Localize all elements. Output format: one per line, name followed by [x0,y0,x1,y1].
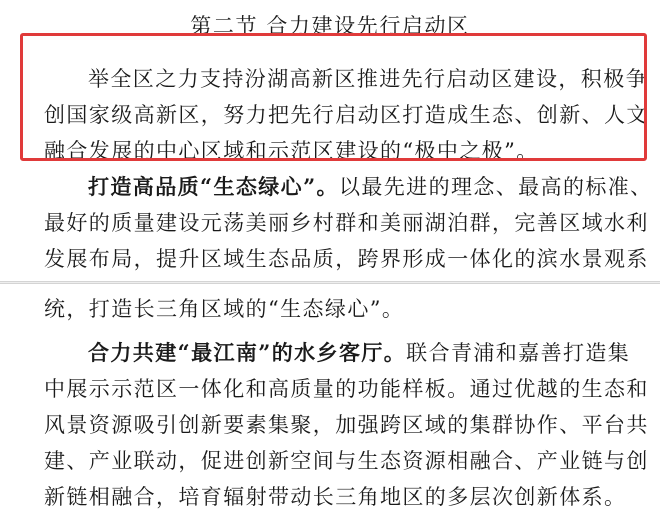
paragraph-1-line-1: 举全区之力支持汾湖高新区推进先行启动区建设，积极争 [88,67,648,91]
paragraph-3-line-1-text: 联合青浦和嘉善打造集 [406,341,631,365]
paragraph-3-line-5: 新链相融合，培育辐射带动长三角地区的多层次创新体系。 [44,485,627,509]
paragraph-3-line-2: 中展示示范区一体化和高质量的功能样板。通过优越的生态和 [44,377,649,401]
paragraph-2-line-2: 最好的质量建设元荡美丽乡村群和美丽湖泊群，完善区域水利 [44,211,649,235]
paragraph-3-line-1 [88,338,660,368]
paragraph-2-lead: 打造高品质“生态绿心”。 [88,174,339,199]
paragraph-3-lead: 合力共建“最江南”的水乡客厅。 [88,340,407,365]
document-page-bottom [0,284,660,513]
section-heading: 第二节 合力建设先行启动区 [190,14,470,38]
paragraph-2-line-1-text: 以最先进的理念、最高的标准、 [338,175,653,199]
paragraph-2-line-3: 发展布局，提升区域生态品质，跨界形成一体化的滨水景观系 [44,247,649,271]
paragraph-1-line-2: 创国家级高新区，努力把先行启动区打造成生态、创新、人文 [44,103,649,127]
paragraph-3-line-3: 风景资源吸引创新要素集聚，加强跨区域的集群协作、平台共 [44,413,649,437]
paragraph-1-line-3: 融合发展的中心区域和示范区建设的“极中之极”。 [44,139,539,163]
paragraph-2-line-4: 统，打造长三角区域的“生态绿心”。 [44,297,405,321]
paragraph-2-line-1 [88,172,660,202]
paragraph-3-line-4: 建、产业联动，促进创新空间与生态资源相融合、产业链与创 [44,449,649,473]
